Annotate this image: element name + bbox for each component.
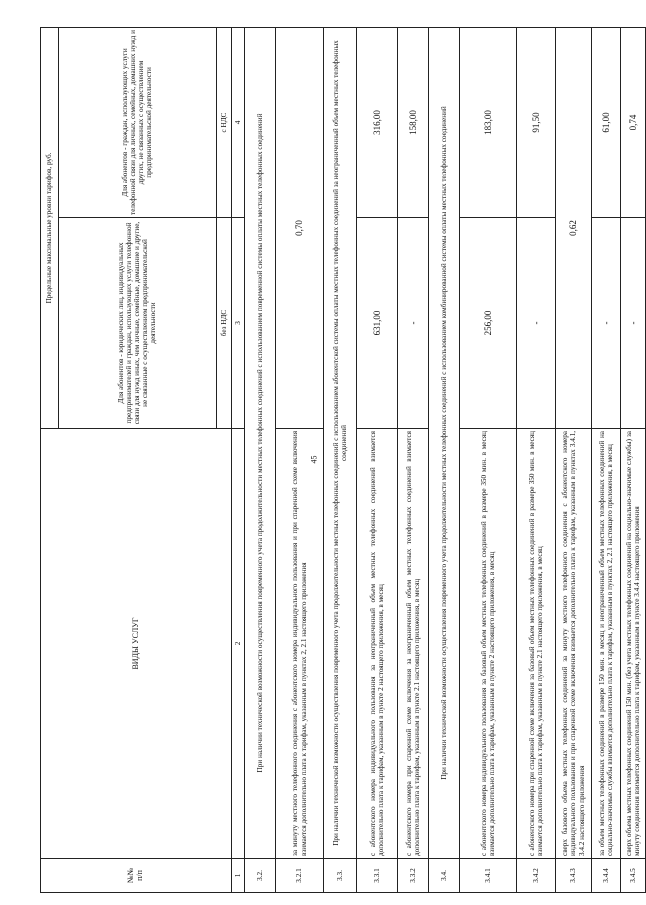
- service-description: сверх базового объема местных телефонных соединений за минуту местного телефонного соединения с абонентского номера индивидуального пользования и при спаренной схеме включения взимается дополнительно плата к тарифам, указанным в пунктах 3.4.1, 3.4.2 настоящего приложения: [556, 429, 592, 859]
- tariff-legal: -: [517, 218, 556, 429]
- service-description: с абонентского номера индивидуального пользования за базовый объем местных телефонных соединений в размере 350 мин. в месяц взимается дополнительно плата к тарифам, указанным в пункте 2 настоящего приложения, в месяц: [460, 429, 517, 859]
- table-row: [592, 27, 621, 892]
- index-2: 2: [232, 429, 245, 859]
- table-row: [621, 27, 646, 892]
- tariff-legal: 256,00: [460, 218, 517, 429]
- tariff-value: 0,70: [276, 27, 324, 428]
- header-citizens: Для абонентов - граждан, использующих услуги телефонной связи для личных, семейных, домашних нужд и других, не связанных с осуществлением предпринимательской деятельности: [58, 27, 216, 217]
- header-index-row: [232, 27, 245, 892]
- header-limits: Предельные максимальные уровни тарифов, руб.: [41, 27, 59, 428]
- tariff-citizens: 91,50: [517, 27, 556, 217]
- tariff-value: 0,62: [556, 27, 592, 428]
- header-legal-entities: Для абонентов - юридических лиц, индивидуальных предпринимателей и граждан, использующих услуги телефонной связи для нужд иных, чем личные, семейные, домашние и другие, не связанные с осуществлением предпринимательской деятельности: [58, 218, 216, 429]
- row-number: 3.3.: [324, 859, 357, 893]
- table-row: [276, 27, 324, 892]
- table-row: [398, 27, 429, 892]
- index-3: 3: [232, 218, 245, 429]
- service-description: сверх объема местных телефонных соединений 150 мин. (без учета местных телефонных соединений на социально-значимые службы) за минуту соединения взимается дополнительно плата к тарифам, указанным в пункте 3.4.4 настоящего приложения: [621, 429, 646, 859]
- index-4: 4: [232, 27, 245, 217]
- rotated-page: [40, 28, 641, 893]
- header-without-vat: без НДС: [216, 218, 232, 429]
- tariff-citizens: 183,00: [460, 27, 517, 217]
- section-heading: При наличии технической возможности осуществления повременного учета продолжительности местных телефонных соединений с использованием комбинированной системы оплаты местных телефонных соединений: [429, 27, 460, 858]
- row-number: 3.2.1: [276, 859, 324, 893]
- row-number: 3.3.2: [398, 859, 429, 893]
- header-with-vat: с НДС: [216, 27, 232, 217]
- page-number: 45: [309, 455, 319, 464]
- table-row: [245, 27, 276, 892]
- service-description: с абонентского номера при спаренной схеме включения за базовый объем местных телефонных соединений в размере 350 мин. в месяц взимается дополнительно плата к тарифам, указанным в пункте 2.1 настоящего приложения, в месяц: [517, 429, 556, 859]
- table-row: [517, 27, 556, 892]
- service-description: с абонентского номера индивидуального пользования за неограниченный объем местных телефонных соединений взимается дополнительно плата к тарифам, указанным в пункте 2 настоящего приложения, в месяц: [357, 429, 398, 859]
- tariff-citizens: 316,00: [357, 27, 398, 217]
- service-description: за минуту местного телефонного соединения с абонентского номера индивидуального пользования и при спаренной схеме включения взимается дополнительно плата к тарифам, указанным в пунктах 2, 2.1 настоящего приложения: [276, 429, 324, 859]
- section-heading: При наличии технической возможности осуществления повременного учета продолжительности местных телефонных соединений с использованием абонентской системы оплаты местных телефонных соединений за неограниченный объем местных телефонных соединений: [324, 27, 357, 858]
- service-description: за объем местных телефонных соединений в размере 150 мин. в месяц и неограниченный объем местных телефонных соединений на социально-значимые службы взимается дополнительно плата к тарифам, указанным в пунктах 2, 2.1 настоящего приложения, в месяц: [592, 429, 621, 859]
- table-row: [429, 27, 460, 892]
- row-number: 3.3.1: [357, 859, 398, 893]
- section-heading: При наличии технической возможности осуществления повременного учета продолжительности местных телефонных соединений с использованием повременной системы оплаты местных телефонных соединений: [245, 27, 276, 858]
- row-number: 3.4.4: [592, 859, 621, 893]
- row-number: 3.2.: [245, 859, 276, 893]
- header-services: ВИДЫ УСЛУГ: [41, 429, 232, 859]
- tariff-citizens: 0,74: [621, 27, 646, 217]
- row-number: 3.4.1: [460, 859, 517, 893]
- service-description: с абонентского номера при спаренной схеме включения за неограниченный объем местных телефонных соединений взимается дополнительно плата к тарифам, указанным в пункте 2.1 настоящего приложения, в месяц: [398, 429, 429, 859]
- table-row: [460, 27, 517, 892]
- tariff-legal: -: [592, 218, 621, 429]
- tariff-legal: -: [621, 218, 646, 429]
- row-number: 3.4.3: [556, 859, 592, 893]
- tariff-legal: -: [398, 218, 429, 429]
- tariff-table: [40, 27, 646, 893]
- header-number: №№ п/п: [41, 859, 232, 893]
- index-1: 1: [232, 859, 245, 893]
- table-row: [357, 27, 398, 892]
- table-row: [324, 27, 357, 892]
- row-number: 3.4.5: [621, 859, 646, 893]
- header-row-1: [41, 27, 59, 892]
- tariff-legal: 631,00: [357, 218, 398, 429]
- tariff-citizens: 61,00: [592, 27, 621, 217]
- row-number: 3.4.: [429, 859, 460, 893]
- table-row: [556, 27, 592, 892]
- tariff-citizens: 158,00: [398, 27, 429, 217]
- row-number: 3.4.2: [517, 859, 556, 893]
